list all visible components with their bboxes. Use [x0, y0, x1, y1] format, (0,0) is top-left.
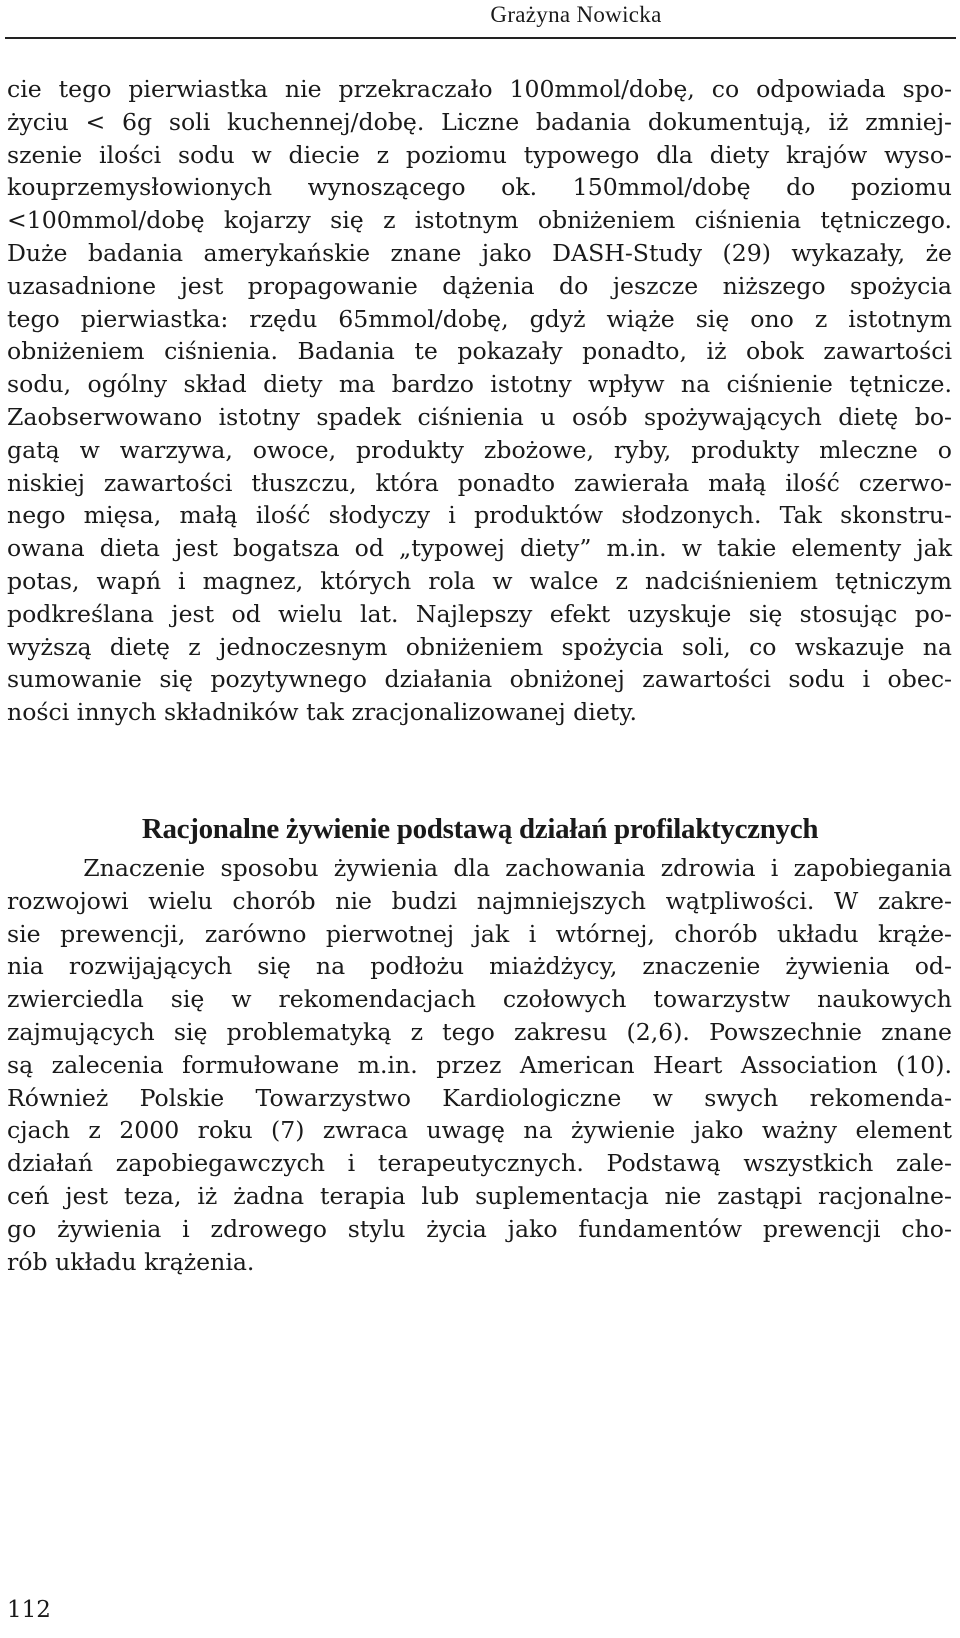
- text-line: Duże badania amerykańskie znane jako DASH-Study (29) wykazały, że: [7, 238, 952, 267]
- text-line: nia rozwijających się na podłożu miażdżycy, znaczenie żywienia od-: [7, 952, 952, 981]
- text-line: sie prewencji, zarówno pierwotnej jak i wtórnej, chorób układu krąże-: [7, 919, 952, 948]
- text-line: kouprzemysłowionych wynoszącego ok. 150mmol/dobę do poziomu: [7, 173, 952, 202]
- text-line: gatą w warzywa, owoce, produkty zbożowe, ryby, produkty mleczne o: [7, 435, 952, 464]
- text-line: są zalecenia formułowane m.in. przez American Heart Association (10).: [7, 1050, 952, 1079]
- text-line: wyższą dietę z jednoczesnym obniżeniem spożycia soli, co wskazuje na: [7, 632, 952, 661]
- text-line: tego pierwiastka: rzędu 65mmol/dobę, gdyż wiąże się ono z istotnym: [7, 304, 952, 333]
- text-line: sumowanie się pozytywnego działania obniżonej zawartości sodu i obec-: [7, 665, 952, 694]
- running-header: [0, 0, 960, 38]
- text-line: szenie ilości sodu w diecie z poziomu typowego dla diety krajów wyso-: [7, 140, 952, 169]
- body-paragraph: [7, 73, 952, 729]
- text-line: Również Polskie Towarzystwo Kardiologiczne w swych rekomenda-: [7, 1083, 952, 1112]
- page-number: 112: [7, 1597, 51, 1623]
- text-line: niskiej zawartości tłuszczu, która ponadto zawierała małą ilość czerwo-: [7, 468, 952, 497]
- text-line: go żywienia i zdrowego stylu życia jako fundamentów prewencji cho-: [7, 1214, 952, 1243]
- text-line: Zaobserwowano istotny spadek ciśnienia u osób spożywających dietę bo-: [7, 402, 952, 431]
- text-line: <100mmol/dobę kojarzy się z istotnym obniżeniem ciśnienia tętniczego.: [7, 206, 952, 235]
- body-paragraph: [7, 852, 952, 1278]
- text-line: obniżeniem ciśnienia. Badania te pokazały ponadto, iż obok zawartości: [7, 337, 952, 366]
- text-line: uzasadnione jest propagowanie dążenia do jeszcze niższego spożycia: [7, 271, 952, 300]
- text-line: ności innych składników tak zracjonalizowanej diety.: [7, 698, 637, 727]
- text-line: cjach z 2000 roku (7) zwraca uwagę na żywienie jako ważny element: [7, 1116, 952, 1145]
- text-line: podkreślana jest od wielu lat. Najlepszy efekt uzyskuje się stosując po-: [7, 599, 952, 628]
- text-line: zajmujących się problematyką z tego zakresu (2,6). Powszechnie znane: [7, 1017, 952, 1046]
- text-line: zwierciedla się w rekomendacjach czołowych towarzystw naukowych: [7, 985, 952, 1014]
- text-line: działań zapobiegawczych i terapeutycznych. Podstawą wszystkich zale-: [7, 1149, 952, 1178]
- text-line: potas, wapń i magnez, których rola w walce z nadciśnieniem tętniczym: [7, 566, 952, 595]
- text-line: sodu, ogólny skład diety ma bardzo istotny wpływ na ciśnienie tętnicze.: [7, 370, 952, 399]
- section-heading: Racjonalne żywienie podstawą działań profilaktycznych: [141, 813, 819, 846]
- header-divider: [5, 37, 956, 39]
- running-header-author: Grażyna Nowicka: [490, 2, 662, 27]
- text-line: rozwojowi wielu chorób nie budzi najmniejszych wątpliwości. W zakre-: [7, 886, 952, 915]
- text-line: owana dieta jest bogatsza od „typowej diety” m.in. w takie elementy jak: [7, 534, 952, 563]
- text-line: życiu < 6g soli kuchennej/dobę. Liczne badania dokumentują, iż zmniej-: [7, 107, 952, 136]
- text-line: cie tego pierwiastka nie przekraczało 100mmol/dobę, co odpowiada spo-: [7, 75, 952, 103]
- text-line: Znaczenie sposobu żywienia dla zachowania zdrowia i zapobiegania: [7, 854, 952, 882]
- text-line: nego mięsa, małą ilość słodyczy i produktów słodzonych. Tak skonstru-: [7, 501, 952, 530]
- text-line: rób układu krążenia.: [7, 1247, 255, 1276]
- text-line: ceń jest teza, iż żadna terapia lub suplementacja nie zastąpi racjonalne-: [7, 1181, 952, 1210]
